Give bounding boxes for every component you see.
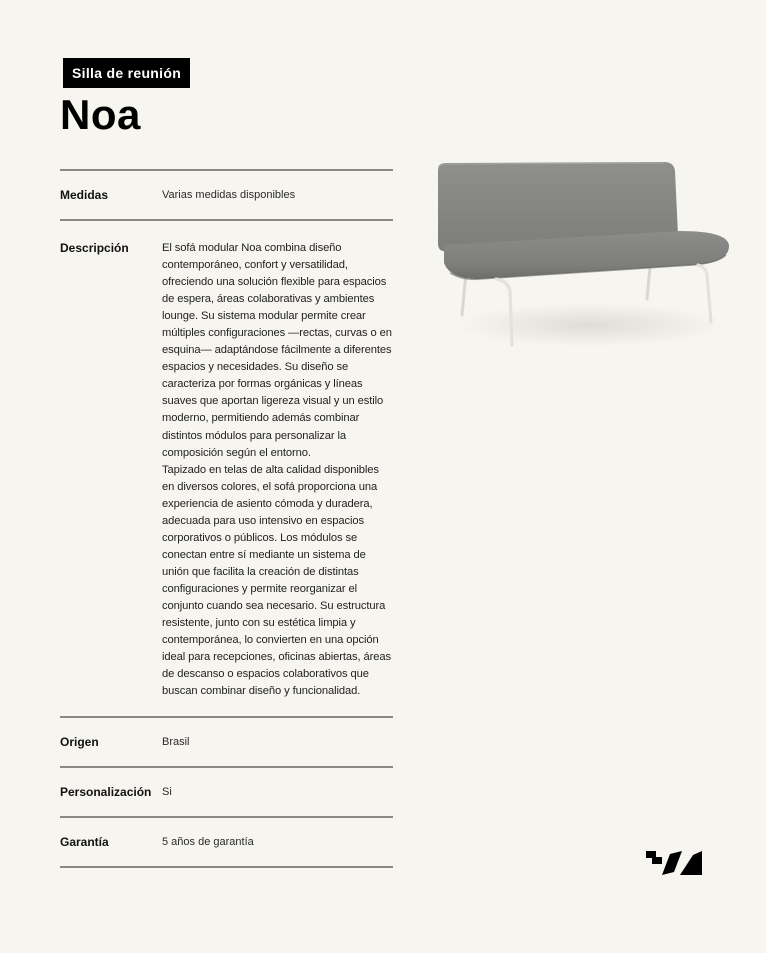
- description-paragraph-2: Tapizado en telas de alta calidad disponibles en diversos colores, el sofá proporciona una experiencia de asiento cómoda y duradera, adecuada para uso intensivo en espacios corporativos o públicos. Los módulos se conectan entre sí mediante un sistema de unión que facilita la creación de distintas configuraciones y permite reorganizar el conjunto cuando sea necesario. Su estructura resistente, junto con su estética limpia y contemporánea, lo convierten en una opción ideal para recepciones, oficinas abiertas, áreas de descanso o espacios colaborativos que buscan combinar diseño y funcionalidad.: [162, 463, 392, 698]
- spec-table: [60, 169, 393, 868]
- description-paragraph-1: El sofá modular Noa combina diseño contemporáneo, confort y versatilidad, ofreciendo una solución flexible para espacios de espera, áreas colaborativas y ambientes lounge. Su sistema modular permite crear múltiples configuraciones —rectas, curvas o en esquina— adaptándose fácilmente a diferentes espacios y necesidades. Su diseño se caracteriza por formas orgánicas y líneas suaves que aportan ligereza visual y un estilo moderno, permitiendo además combinar distintos módulos para personalizar la composición según el entorno.: [162, 242, 392, 459]
- spec-label-customization: Personalización: [60, 785, 152, 800]
- category-tag: Silla de reunión: [63, 58, 190, 88]
- spec-row-customization: [60, 768, 393, 818]
- spec-row-measures: [60, 171, 393, 221]
- spec-label-warranty: Garantía: [60, 835, 109, 850]
- spec-value-warranty: 5 años de garantía: [162, 836, 254, 849]
- spec-label-origin: Origen: [60, 735, 99, 750]
- spec-value-measures: Varias medidas disponibles: [162, 189, 296, 201]
- spec-row-origin: [60, 718, 393, 768]
- brand-logo-icon: [646, 851, 702, 875]
- spec-row-description: [60, 221, 393, 718]
- spec-value-description: [162, 240, 393, 700]
- spec-value-customization: Si: [162, 786, 172, 799]
- spec-label-description: Descripción: [60, 241, 129, 255]
- sofa-illustration: [430, 155, 740, 365]
- spec-value-origin: Brasil: [162, 736, 190, 749]
- spec-row-warranty: [60, 818, 393, 868]
- product-title: Noa: [60, 91, 141, 138]
- spec-label-measures: Medidas: [60, 188, 109, 202]
